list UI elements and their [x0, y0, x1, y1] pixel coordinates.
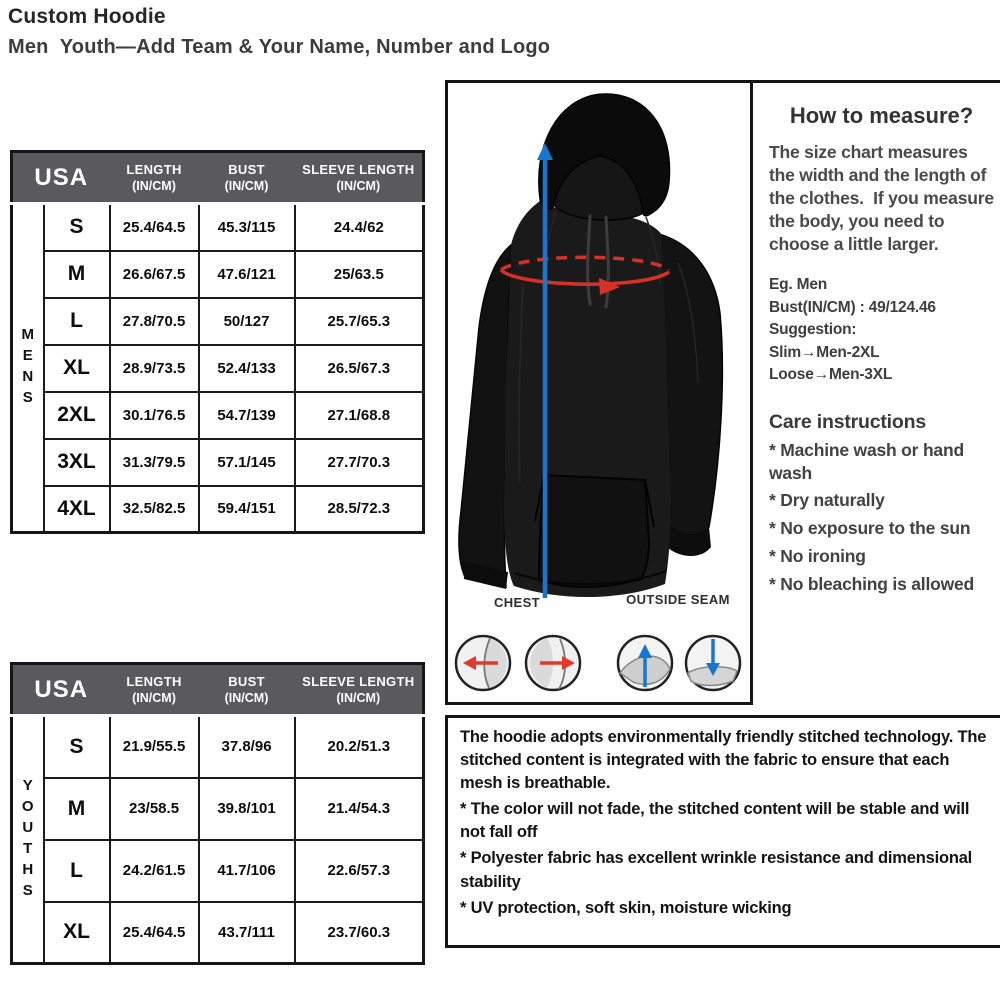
length-cell: 28.9/73.5 [110, 345, 199, 392]
youths-header-bust: BUST (IN/CM) [199, 664, 295, 716]
table-row [12, 486, 424, 533]
table-row [12, 204, 424, 251]
sleeve-cell: 27.1/68.8 [295, 392, 424, 439]
bust-cell: 41.7/106 [199, 840, 295, 902]
bust-cell: 52.4/133 [199, 345, 295, 392]
table-row [12, 716, 424, 778]
table-row [12, 778, 424, 840]
length-cell: 21.9/55.5 [110, 716, 199, 778]
length-cell: 32.5/82.5 [110, 486, 199, 533]
sleeve-cell: 27.7/70.3 [295, 439, 424, 486]
hoodie-diagram-panel [445, 80, 753, 705]
table-row [12, 439, 424, 486]
hoodie-photo [459, 94, 722, 597]
length-cell: 23/58.5 [110, 778, 199, 840]
size-example-block [769, 274, 994, 386]
bust-cell: 54.7/139 [199, 392, 295, 439]
chest-measure-icon-right [526, 636, 580, 690]
table-row [12, 298, 424, 345]
size-cell: M [44, 251, 110, 298]
length-cell: 26.6/67.5 [110, 251, 199, 298]
outside-seam-icon-down [686, 636, 740, 690]
youths-header-length: LENGTH (IN/CM) [110, 664, 199, 716]
length-cell: 27.8/70.5 [110, 298, 199, 345]
sleeve-cell: 26.5/67.3 [295, 345, 424, 392]
sleeve-cell: 21.4/54.3 [295, 778, 424, 840]
mens-header-bust: BUST (IN/CM) [199, 152, 295, 204]
mens-side-label-cell [12, 204, 44, 533]
measure-body-text: The size chart measures the width and the length of the clothes. If you measure the body, you need to choose a little larger. [769, 142, 999, 255]
measure-heading: How to measure? [789, 103, 974, 128]
size-cell: 2XL [44, 392, 110, 439]
youths-side-label-cell [12, 716, 44, 964]
youths-table-header-row [12, 664, 424, 716]
example-line: Suggestion: [769, 321, 857, 339]
youths-size-table [10, 662, 425, 965]
example-line: Bust(IN/CM) : 49/124.46 [769, 298, 936, 316]
size-cell: S [44, 204, 110, 251]
example-line: Loose→Men-3XL [769, 366, 893, 384]
feature-item: * UV protection, soft skin, moisture wicking [460, 898, 792, 917]
example-line: Slim→Men-2XL [769, 343, 880, 361]
outside-seam-label: OUTSIDE SEAM [626, 592, 730, 607]
sleeve-cell: 20.2/51.3 [295, 716, 424, 778]
mens-header-sleeve: SLEEVE LENGTH (IN/CM) [295, 152, 424, 204]
table-row [12, 840, 424, 902]
size-cell: 3XL [44, 439, 110, 486]
product-features-box [445, 715, 1000, 948]
mens-vertical-label: MENS [19, 326, 37, 410]
bust-cell: 47.6/121 [199, 251, 295, 298]
length-cell: 30.1/76.5 [110, 392, 199, 439]
youths-header-sleeve: SLEEVE LENGTH (IN/CM) [295, 664, 424, 716]
care-item: * No exposure to the sun [769, 518, 971, 539]
size-cell: L [44, 298, 110, 345]
page-subtitle: Men Youth—Add Team & Your Name, Number and Logo [8, 36, 551, 58]
bust-cell: 57.1/145 [199, 439, 295, 486]
chest-label: CHEST [493, 595, 541, 610]
bust-cell: 59.4/151 [199, 486, 295, 533]
sleeve-cell: 28.5/72.3 [295, 486, 424, 533]
youths-vertical-label: YOUTHS [19, 776, 37, 903]
length-cell: 25.4/64.5 [110, 902, 199, 964]
size-cell: XL [44, 902, 110, 964]
table-row [12, 251, 424, 298]
example-line: Eg. Men [769, 276, 828, 294]
length-cell: 25.4/64.5 [110, 204, 199, 251]
size-cell: S [44, 716, 110, 778]
sleeve-cell: 25/63.5 [295, 251, 424, 298]
sleeve-cell: 24.4/62 [295, 204, 424, 251]
care-item: * No ironing [769, 545, 866, 566]
feature-item: * Polyester fabric has excellent wrinkle resistance and dimensional stability [460, 849, 973, 891]
feature-item: * The color will not fade, the stitched content will be stable and will not fall off [460, 800, 970, 842]
bust-cell: 43.7/111 [199, 902, 295, 964]
mens-header-usa: USA [12, 152, 110, 204]
sleeve-cell: 22.6/57.3 [295, 840, 424, 902]
outside-seam-icon-up [618, 636, 672, 690]
how-to-measure-panel [753, 80, 1000, 705]
sleeve-cell: 23.7/60.3 [295, 902, 424, 964]
care-item: * Machine wash or hand wash [769, 439, 964, 483]
care-item: * Dry naturally [769, 490, 885, 511]
bust-cell: 45.3/115 [199, 204, 295, 251]
chest-measure-icon-left [456, 636, 510, 690]
mens-size-table [10, 150, 425, 534]
mens-table-header-row [12, 152, 424, 204]
size-cell: M [44, 778, 110, 840]
sleeve-cell: 25.7/65.3 [295, 298, 424, 345]
table-row [12, 345, 424, 392]
size-cell: XL [44, 345, 110, 392]
table-row [12, 392, 424, 439]
length-cell: 31.3/79.5 [110, 439, 199, 486]
length-cell: 24.2/61.5 [110, 840, 199, 902]
bust-cell: 39.8/101 [199, 778, 295, 840]
bust-cell: 50/127 [199, 298, 295, 345]
size-cell: 4XL [44, 486, 110, 533]
care-instructions-heading: Care instructions [769, 410, 926, 433]
bust-cell: 37.8/96 [199, 716, 295, 778]
care-item: * No bleaching is allowed [769, 573, 975, 594]
mens-header-length: LENGTH (IN/CM) [110, 152, 199, 204]
youths-header-usa: USA [12, 664, 110, 716]
size-cell: L [44, 840, 110, 902]
table-row [12, 902, 424, 964]
page-title: Custom Hoodie [8, 5, 166, 28]
features-intro: The hoodie adopts environmentally friendly stitched technology. The stitched content is integrated with the fabric to ensure that each mesh is breathable. [460, 728, 987, 793]
